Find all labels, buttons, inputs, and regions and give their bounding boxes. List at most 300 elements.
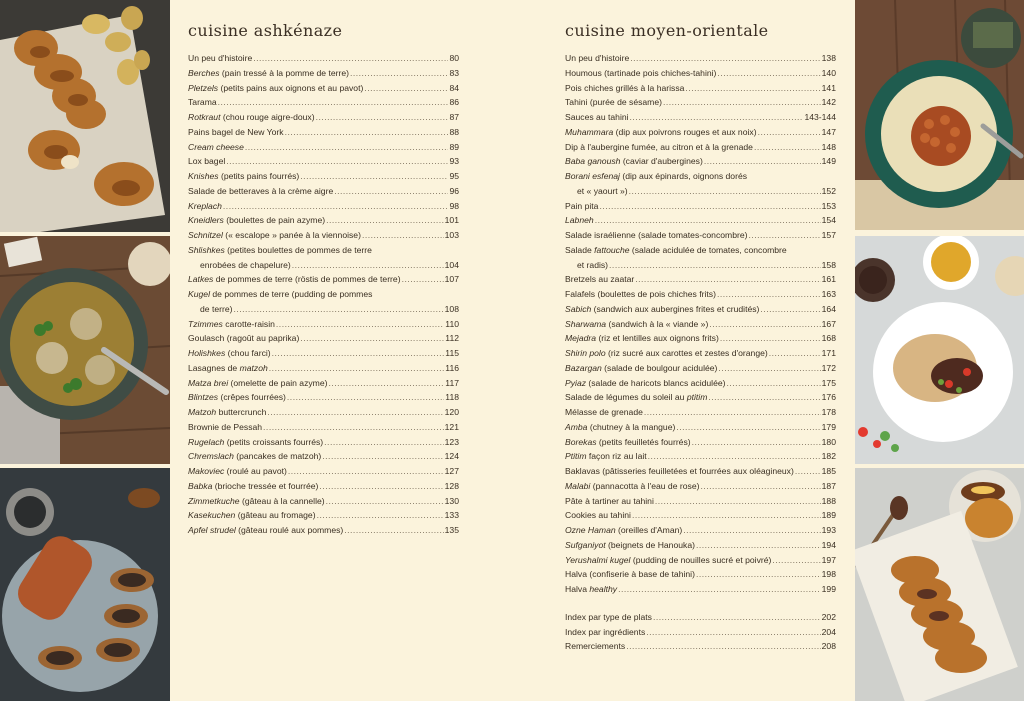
toc-entry-title [565,567,695,582]
dot-leader [708,390,820,405]
kneidlers-soup-photo [0,236,170,464]
dot-leader [618,582,821,597]
toc-entry-text: Salade de légumes du soleil au [565,392,687,403]
toc-entry-text: buttercrunch [216,407,267,417]
toc-entry-text: (salade de haricots blancs acidulée) [586,377,726,388]
toc-entry-text: Ptitim [565,451,587,462]
toc-entry-text: Falafels (boulettes de pois chiches frits) [565,289,716,299]
toc-entry[interactable] [565,302,836,317]
toc-entry[interactable] [565,184,836,199]
dot-leader [326,213,444,228]
toc-entry[interactable] [565,317,836,332]
dot-leader [287,390,444,405]
toc-entry[interactable] [188,361,459,376]
toc-entry[interactable] [188,199,459,214]
toc-entry-title [565,169,747,184]
toc-entry-text: ptitim [686,392,708,403]
toc-entry[interactable] [565,405,836,420]
toc-page-number: 172 [821,362,836,373]
dot-leader [769,346,821,361]
toc-entry-text: Remerciements [565,641,626,652]
toc-entry[interactable] [565,154,836,169]
toc-page-number: 147 [821,126,836,137]
dot-leader [344,523,443,538]
dot-leader [319,479,443,494]
toc-entry-text: et « yaourt ») [577,185,628,196]
toc-entry-title [188,140,244,155]
toc-page-number: 182 [821,451,836,462]
toc-entry[interactable] [565,361,836,376]
toc-entry-title [565,538,695,553]
toc-entry[interactable] [565,479,836,494]
toc-page-number: 167 [821,318,836,329]
toc-entry[interactable] [565,582,836,597]
toc-entry-text: Bazargan [565,362,602,373]
toc-entry[interactable] [565,331,836,346]
dot-leader [609,258,821,273]
toc-entry-title [188,523,343,538]
toc-page-number: 179 [821,421,836,432]
toc-entry-title [565,405,643,420]
toc-entry-text: (chutney à la mangue) [587,421,676,432]
toc-entry-text: Brownie de Pessah [188,421,263,432]
toc-entry-text: (pancakes de matzoh) [233,451,322,462]
toc-entry-text: (crêpes fourrées) [218,392,286,403]
toc-entry[interactable] [188,140,459,155]
toc-page-number: 178 [821,407,836,417]
toc-entry[interactable] [565,110,836,125]
toc-entry-title [188,243,372,258]
toc-page-number: 193 [821,525,836,535]
toc-entry-title [188,479,318,494]
toc-page-number: 208 [821,641,836,652]
toc-page-number: 123 [444,436,459,447]
dot-leader [700,479,820,494]
toc-entry[interactable] [565,494,836,509]
toc-entry-title [188,346,271,361]
toc-entry-title [565,154,703,169]
toc-entry[interactable] [188,66,459,81]
dot-leader [233,302,443,317]
toc-page-number: 116 [445,362,459,373]
toc-entry-title [565,464,794,479]
toc-entry-text: Holishkes [188,348,226,358]
toc-entry-title [565,610,652,625]
toc-entry-text: healthy [589,584,618,594]
toc-entry-title [565,361,717,376]
toc-entry[interactable] [188,125,459,140]
toc-entry-text: et radis) [577,259,609,270]
toc-entry[interactable] [565,125,836,140]
dot-leader [795,464,821,479]
toc-entry-title [188,213,325,228]
toc-entry-title [188,494,325,509]
toc-page-number: 108 [444,303,459,314]
toc-page-number: 188 [821,495,836,506]
toc-entry[interactable] [188,420,459,435]
dot-leader [300,169,448,184]
toc-entry[interactable] [188,184,459,199]
dot-leader [316,110,449,125]
toc-page-number: 107 [444,274,459,285]
toc-entry-text: Halva (confiserie à base de tahini) [565,569,695,580]
toc-entry[interactable] [188,258,459,273]
toc-entry-text: (pudding de nouilles sucré et poivré) [630,554,772,565]
toc-entry[interactable] [565,199,836,214]
dot-leader [218,95,449,110]
toc-entry-text: fattouche [594,244,630,255]
toc-entry-title [188,376,327,391]
toc-entry-text: Sabich [565,303,592,314]
toc-entry[interactable] [188,464,459,479]
toc-page-number: 194 [821,539,836,550]
toc-entry-text: Shirin polo [565,348,606,358]
section-title: cuisine ashkénaze [188,21,343,40]
toc-entry[interactable] [565,508,836,523]
toc-entry-title [565,390,707,405]
toc-entry-title [565,346,768,361]
toc-entry[interactable] [188,272,459,287]
toc-spacer [565,597,836,610]
toc-page-number: 110 [445,318,459,329]
toc-entry-text: Pletzels [188,82,219,93]
toc-entry-text: Pâte à tartiner au tahini [565,495,654,506]
toc-entry-title [565,199,598,214]
toc-page-number: 138 [821,53,836,63]
toc-entry-text: Salade israélienne (salade tomates-concombre) [565,230,748,240]
toc-entry-text: Shlishkes [188,244,225,255]
toc-entry-text: (petits croissants fourrés) [224,436,324,447]
toc-entry-title [188,405,266,420]
toc-page-number: 86 [449,97,459,108]
dot-leader [648,449,821,464]
toc-page-number: 118 [445,392,459,403]
toc-entry-title [565,639,625,654]
toc-page-number: 142 [821,97,836,108]
dot-leader [646,625,820,640]
toc-entry[interactable] [565,287,836,302]
toc-entry[interactable] [565,538,836,553]
toc-entry[interactable] [188,110,459,125]
toc-entry-text: de pommes de terre (röstis de pommes de terre) [213,274,401,285]
toc-page-number: 83 [449,67,459,78]
dot-leader [350,66,448,81]
toc-page-number: 120 [444,407,459,417]
toc-page-number: 199 [821,584,836,594]
toc-entry[interactable] [188,523,459,538]
toc-entry[interactable] [565,346,836,361]
toc-entry[interactable] [188,317,459,332]
dot-leader [276,317,444,332]
toc-entry-text: Knishes [188,171,219,181]
toc-entry[interactable] [188,479,459,494]
dot-leader [709,317,820,332]
toc-entry-text: matzoh [239,362,268,373]
dot-leader [653,610,821,625]
toc-entry[interactable] [565,435,836,450]
toc-entry-title [188,199,222,214]
toc-entry[interactable] [188,228,459,243]
toc-entry-title [565,582,617,597]
toc-entry-text: (pain tressé à la pomme de terre) [219,67,349,78]
toc-entry-title [565,553,771,568]
toc-entry-text: (sandwich aux aubergines frites et crudités) [591,303,760,314]
toc-entry-text: Dip à l'aubergine fumée, au citron et à la grenade [565,141,753,152]
toc-entry-text: enrobées de chapelure) [200,259,291,270]
toc-entry-text: Kugel [188,289,210,299]
toc-entry-title [565,272,634,287]
toc-entry-text: Salade de betteraves à la crème aigre [188,185,334,196]
toc-page-number: 115 [445,348,459,358]
toc-entry-title [565,435,691,450]
toc-entry-title [565,508,631,523]
toc-entry[interactable] [565,449,836,464]
toc-entry-text: Mélasse de grenade [565,407,643,417]
toc-page-number: 202 [821,611,836,622]
toc-page-number: 80 [449,53,459,63]
toc-entry-title [565,81,684,96]
toc-entry-text: Tahini (purée de sésame) [565,97,662,108]
dot-leader [748,228,820,243]
toc-entry[interactable] [188,287,459,302]
toc-moyen-orientale [565,21,836,654]
toc-entry-text: (riz sucré aux carottes et zestes d'orange) [605,348,768,358]
toc-entry-text: (petits feuilletés fourrés) [596,436,691,447]
toc-entry-title [565,95,662,110]
toc-page-number: 133 [444,510,459,521]
toc-entry-title [565,449,647,464]
dot-leader [720,331,821,346]
dot-leader [685,81,820,96]
dot-leader [322,449,443,464]
dot-leader [595,213,821,228]
toc-entry-text: (salade de boulgour acidulée) [601,362,718,373]
toc-entry[interactable] [565,553,836,568]
toc-entry-text: (petites boulettes de pommes de terre [224,244,372,255]
dot-leader [334,184,448,199]
toc-page-number: 87 [449,112,459,122]
dot-leader [326,494,444,509]
toc-entry-text: Yerushalmi kugel [565,554,631,565]
toc-entry-text: Matza brei [188,377,229,388]
toc-entry-text: (pannacotta à l'eau de rose) [590,480,700,491]
toc-page-number: 149 [821,156,836,167]
toc-page-number: 140 [821,67,836,78]
toc-entry-text: (« escalope » panée à la viennoise) [222,230,361,240]
toc-entry-title [188,435,323,450]
dot-leader [772,553,820,568]
toc-entry[interactable] [565,567,836,582]
toc-entry[interactable] [188,376,459,391]
poppy-seed-roll-photo [0,468,170,701]
toc-entry-title [188,154,225,169]
toc-entry-title [188,449,321,464]
toc-entry[interactable] [188,169,459,184]
toc-entry-text: Makoviec [188,466,225,476]
dot-leader [692,435,821,450]
toc-entry[interactable] [188,435,459,450]
chickpea-hummus-photo [855,0,1024,230]
dot-leader [704,154,821,169]
toc-page-number: 161 [821,274,836,285]
toc-entry-text: (petits pains aux oignons et au pavot) [218,82,364,93]
toc-entry-text: Schnitzel [188,230,223,240]
dot-leader [717,287,821,302]
toc-entry[interactable] [565,464,836,479]
toc-entry-title [188,420,262,435]
toc-entry-text: (riz et lentilles aux oignons frits) [596,333,719,344]
toc-entry[interactable] [188,331,459,346]
dot-leader [696,567,821,582]
toc-entry-text: Rugelach [188,436,225,447]
toc-entry[interactable] [565,81,836,96]
toc-entry[interactable] [565,420,836,435]
dot-leader [696,538,821,553]
toc-entry[interactable] [565,625,836,640]
toc-entry-text: Pains bagel de New York [188,126,284,137]
toc-entry[interactable] [188,213,459,228]
toc-entry[interactable] [188,81,459,96]
toc-entry[interactable] [565,66,836,81]
toc-entry-text: Babka [188,480,213,491]
dot-leader [292,258,444,273]
toc-entry[interactable] [565,376,836,391]
toc-entry-text: Bretzels au zaatar [565,274,635,285]
dot-leader [630,51,820,66]
toc-entry[interactable] [188,508,459,523]
toc-entry-title [565,479,699,494]
toc-entry-text: (gâteau au fromage) [235,510,316,521]
toc-entry-text: Sharwama [565,318,607,329]
toc-entry-text: Un peu d'histoire [565,53,630,63]
toc-entry[interactable] [565,51,836,66]
dot-leader [683,523,820,538]
toc-page-number: 198 [821,569,836,580]
toc-entry[interactable] [188,494,459,509]
toc-page-number: 163 [821,289,836,299]
dot-leader [663,95,821,110]
toc-entry-text: Latkes [188,274,214,285]
toc-entry-text: Salade [565,244,595,255]
toc-entry[interactable] [188,302,459,317]
toc-entry[interactable] [565,169,836,184]
toc-page-number: 93 [449,156,459,167]
toc-entry-text: Goulasch (ragoût au paprika) [188,333,300,344]
toc-ashkenaze [188,21,459,538]
toc-entry-text: Pyiaz [565,377,587,388]
toc-entry[interactable] [565,258,836,273]
toc-entry[interactable] [188,95,459,110]
toc-entry[interactable] [565,390,836,405]
toc-entry-text: Sauces au tahini [565,112,629,122]
toc-page-number: 189 [821,510,836,521]
toc-entry-text: Baba ganoush [565,156,621,167]
toc-page-number: 96 [449,185,459,196]
toc-entry-title [188,258,291,273]
toc-page-number: 128 [444,480,459,491]
toc-entry-text: Malabi [565,480,591,491]
toc-entry-text: Borekas [565,436,597,447]
toc-entry-text: façon riz au lait [586,451,647,462]
dot-leader [267,405,443,420]
toc-entry-text: Un peu d'histoire [188,53,253,63]
toc-entry[interactable] [565,213,836,228]
toc-entry[interactable] [188,346,459,361]
toc-entry[interactable] [565,639,836,654]
toc-entry-title [565,110,629,125]
toc-entry[interactable] [565,610,836,625]
toc-entry[interactable] [188,405,459,420]
toc-entry-title [565,51,629,66]
toc-entry-title [565,125,757,140]
toc-page-number: 143-144 [804,112,836,122]
dot-leader [635,272,820,287]
toc-entry[interactable] [188,51,459,66]
toc-entry[interactable] [565,272,836,287]
toc-entry-title [188,51,252,66]
toc-entry-text: Ozne Haman [565,525,616,535]
toc-entry[interactable] [565,95,836,110]
toc-entry-text: (gâteau roulé aux pommes) [235,525,344,535]
toc-entry-title [565,331,719,346]
toc-entry-title [188,169,299,184]
toc-entry-title [188,287,372,302]
toc-list [565,51,836,654]
toc-page-number: 171 [821,348,836,358]
toc-entry[interactable] [188,390,459,405]
toc-entry-title [188,125,284,140]
toc-entry-text: Blintzes [188,392,219,403]
dot-leader [362,228,444,243]
toc-entry-text: Kasekuchen [188,510,236,521]
toc-entry-text: (gâteau à la cannelle) [239,495,325,506]
toc-entry-text: (dip aux épinards, oignons dorés [619,171,748,181]
toc-entry[interactable] [188,243,459,258]
toc-page-number: 197 [821,554,836,565]
sharwama-pita-photo [855,236,1024,464]
toc-entry-text: Amba [565,421,588,432]
toc-entry-title [188,272,401,287]
toc-page-number: 89 [449,141,459,152]
toc-page-number: 135 [444,525,459,535]
toc-entry-title [565,243,787,258]
toc-entry[interactable] [188,449,459,464]
toc-entry[interactable] [188,154,459,169]
toc-entry-text: Index par type de plats [565,611,652,622]
toc-entry[interactable] [565,523,836,538]
dot-leader [644,405,821,420]
toc-entry-text: Rotkraut [188,112,221,122]
toc-entry-text: carotte-raisin [222,318,275,329]
dot-leader [402,272,444,287]
toc-entry-title [565,523,682,538]
toc-entry-text: de terre) [200,303,233,314]
toc-entry[interactable] [565,243,836,258]
dot-leader [630,110,804,125]
toc-page-number: 157 [821,230,836,240]
toc-entry[interactable] [565,140,836,155]
dot-leader [272,346,445,361]
toc-page-number: 127 [444,466,459,476]
toc-page-number: 176 [821,392,836,403]
toc-entry-title [565,317,708,332]
toc-entry[interactable] [565,228,836,243]
toc-entry-title [565,66,716,81]
toc-entry-text: Labneh [565,215,594,226]
toc-entry-title [565,376,726,391]
toc-entry-title [565,140,753,155]
toc-entry-text: Cookies au tahini [565,510,631,521]
